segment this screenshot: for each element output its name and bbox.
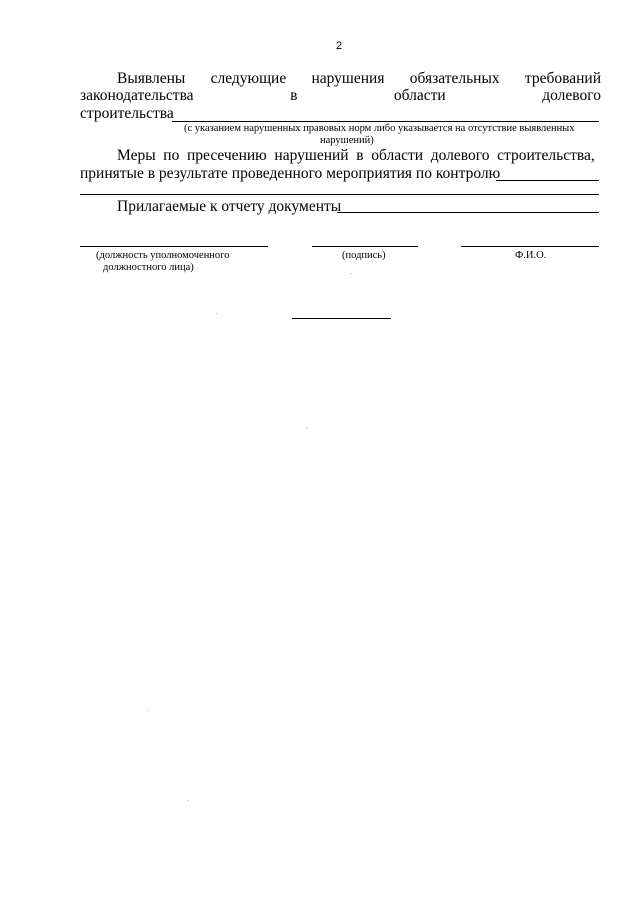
- signature-line: [312, 246, 418, 247]
- scan-speck: [306, 428, 307, 429]
- word: следующие: [210, 70, 287, 87]
- violations-line-2: [80, 88, 601, 104]
- position-caption-2: должностного лица): [103, 262, 194, 273]
- name-caption: Ф.И.О.: [515, 250, 547, 261]
- word: требований: [524, 70, 601, 87]
- name-signature-line: [461, 246, 599, 247]
- page-number: 2: [336, 40, 343, 52]
- position-signature-line: [80, 246, 268, 247]
- end-separator-line: [292, 318, 391, 319]
- measures-line-1: Меры по пресечению нарушений в области долевого строительства,: [117, 147, 595, 164]
- word: законодательства: [80, 87, 194, 104]
- word: нарушения: [311, 70, 385, 87]
- violations-hint-1: (с указанием нарушенных правовых норм либо указывается на отсутствие выявленных: [184, 123, 575, 134]
- violations-label: строительства: [80, 105, 174, 122]
- violations-fill-line: [172, 121, 599, 122]
- scan-speck: [188, 800, 189, 801]
- measures-blank-line: [80, 194, 599, 195]
- scan-speck: [350, 273, 351, 274]
- measures-line-2: принятые в результате проведенного мероприятия по контролю: [80, 165, 501, 182]
- scan-speck: [216, 313, 217, 314]
- word: Выявлены: [117, 70, 186, 87]
- attachments-label: Прилагаемые к отчету документы: [117, 198, 342, 215]
- violations-line-1: [117, 71, 601, 87]
- word: обязательных: [409, 70, 500, 87]
- scan-speck: [147, 710, 148, 711]
- signature-caption: (подпись): [342, 250, 386, 261]
- word: долевого: [542, 87, 601, 104]
- word: области: [393, 87, 446, 104]
- violations-hint-2: нарушений): [320, 135, 374, 146]
- measures-fill-line: [496, 180, 599, 181]
- word: в: [290, 87, 298, 104]
- position-caption-1: (должность уполномоченного: [96, 250, 230, 261]
- attachments-fill-line: [337, 212, 599, 213]
